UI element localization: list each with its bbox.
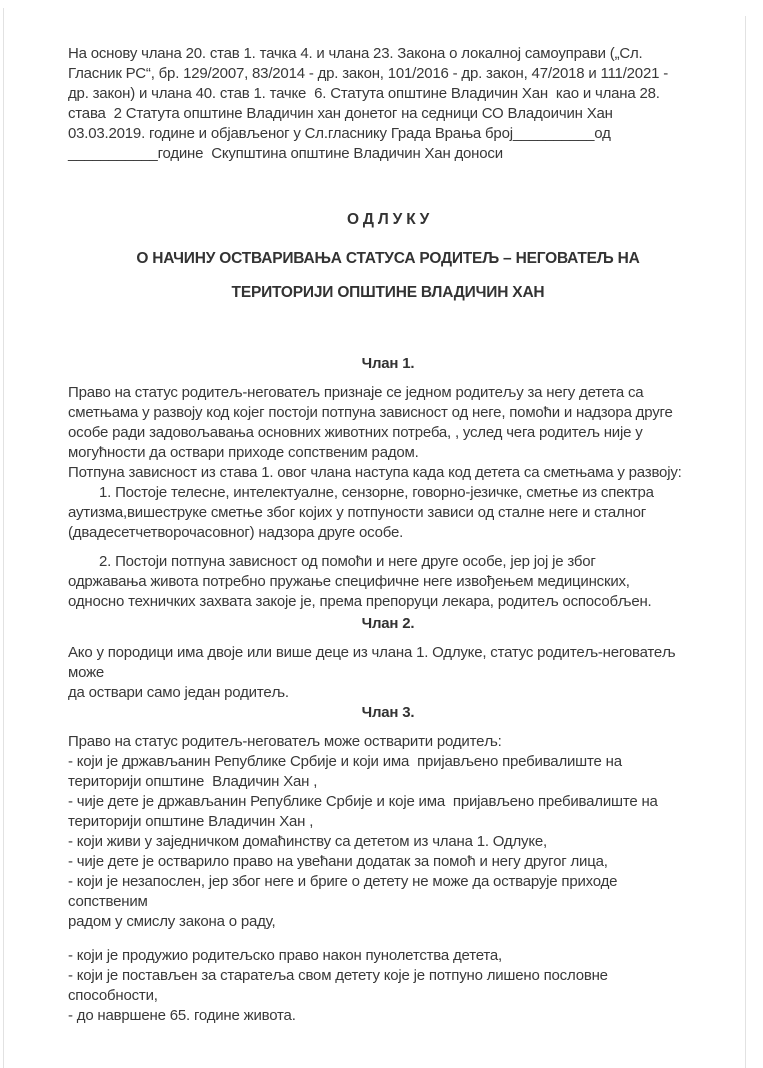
- text-line: - чије дете је држављанин Републике Србије и које има пријављено пребивалиште на: [68, 793, 658, 810]
- text-line: сопственим: [68, 893, 148, 910]
- article-2-paragraph: [68, 643, 708, 703]
- decision-subtitle: [68, 242, 708, 310]
- article-1-item-2: [68, 552, 708, 612]
- text-line: аутизма,вишеструке сметње због којих у потпуности зависи од сталне неге и сталног: [68, 504, 647, 521]
- article-2-heading: Члан 2.: [361, 615, 415, 632]
- text-line: одржавања живота потребно пружање специфичне неге извођењем медицинских,: [68, 573, 630, 590]
- article-1-heading: Члан 1.: [361, 355, 415, 372]
- text-line: Потпуна зависност из става 1. овог члана наступа када код детета са сметњама у развоју:: [68, 464, 682, 481]
- text-line: става 2 Статута општине Владичин хан донетог на седници СО Владоичин Хан: [68, 105, 613, 122]
- text-line: - до навршене 65. године живота.: [68, 1007, 296, 1024]
- text-line: - који је држављанин Републике Србије и који има пријављено пребивалиште на: [68, 753, 622, 770]
- decision-title: О Д Л У К У: [346, 211, 430, 228]
- text-line: 2. Постоји потпуна зависност од помоћи и неге друге особе, јер јој је због: [99, 553, 596, 570]
- text-line: могућности да оствари приходе сопственим радом.: [68, 444, 419, 461]
- page-edge-right: [745, 16, 746, 1068]
- article-3-paragraph-2: [68, 946, 708, 1026]
- text-line: Право на статус родитељ-неговатељ може остварити родитељ:: [68, 733, 502, 750]
- text-line: - који је постављен за старатеља свом детету које је потпуно лишено пословне: [68, 967, 608, 984]
- text-line: Право на статус родитељ-неговатељ признаје се једном родитељу за негу детета са: [68, 384, 644, 401]
- preamble-paragraph: [68, 44, 708, 164]
- text-line: др. закон) и члана 40. став 1. тачке 6. Статута општине Владичин Хан као и члана 28.: [68, 85, 660, 102]
- text-line: - који живи у заједничком домаћинству са дететом из члана 1. Одлуке,: [68, 833, 547, 850]
- article-3-heading: Члан 3.: [361, 704, 415, 721]
- text-line: сметњама у развоју код којег постоји потпуна зависност од неге, помоћи и надзора друге: [68, 404, 673, 421]
- article-1-paragraph: [68, 383, 708, 483]
- text-line: 1. Постоје телесне, интелектуалне, сензорне, говорно-језичке, сметње из спектра: [99, 484, 654, 501]
- text-line: да оствари само један родитељ.: [68, 684, 289, 701]
- text-line: територији општине Владичин Хан ,: [68, 813, 314, 830]
- text-line: Гласник РС“, бр. 129/2007, 83/2014 - др. закон, 101/2016 - др. закон, 47/2018 и 111/2021 -: [68, 65, 668, 82]
- text-line: - који је продужио родитељско право након пунолетства детета,: [68, 947, 502, 964]
- text-line: 03.03.2019. године и објављеног у Сл.гласнику Града Врања број__________од: [68, 125, 611, 142]
- text-line: односно техничких захвата закоје је, према препоруци лекара, родитељ оспособљен.: [68, 593, 652, 610]
- text-line: ТЕРИТОРИЈИ ОПШТИНЕ ВЛАДИЧИН ХАН: [231, 284, 545, 301]
- text-line: Ако у породици има двоје или више деце из члана 1. Одлуке, статус родитељ-неговатељ: [68, 644, 676, 661]
- article-1-item-1: [68, 483, 708, 543]
- text-line: територији општине Владичин Хан ,: [68, 773, 318, 790]
- text-line: може: [68, 664, 105, 681]
- text-line: способности,: [68, 987, 158, 1004]
- article-3-paragraph-1: [68, 732, 708, 932]
- text-line: радом у смислу закона о раду,: [68, 913, 276, 930]
- text-line: На основу члана 20. став 1. тачка 4. и члана 23. Закона о локалној самоуправи („Сл.: [68, 45, 643, 62]
- text-line: особе ради задовољавања основних животних потреба, , услед чега родитељ није у: [68, 424, 643, 441]
- text-line: ___________године Скупштина општине Владичин Хан доноси: [68, 145, 503, 162]
- text-line: - чије дете је остварило право на увећани додатак за помоћ и негу другог лица,: [68, 853, 608, 870]
- text-line: (двадесетчетворочасовног) надзора друге особе.: [68, 524, 404, 541]
- text-line: О НАЧИНУ ОСТВАРИВАЊА СТАТУСА РОДИТЕЉ – НЕГОВАТЕЉ НА: [136, 250, 640, 267]
- text-line: - који је незапослен, јер због неге и бриге о детету не може да остварује приходе: [68, 873, 618, 890]
